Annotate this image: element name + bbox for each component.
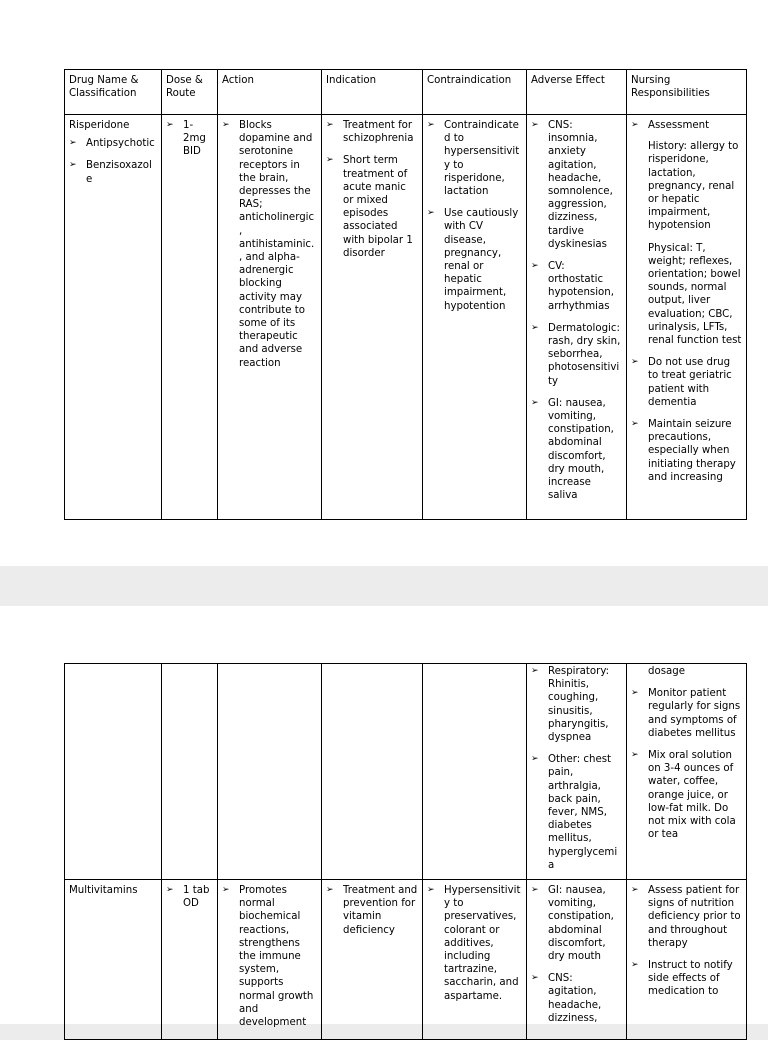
physical-text: Physical: T, weight; reflexes, orientation; bowel sounds, normal output, liver evaluation; CBC, urinalysis, LFTs, renal function test xyxy=(648,242,742,347)
table-row-continued xyxy=(65,664,747,880)
header-cell: Indication xyxy=(322,70,423,115)
list-item: ➢ Maintain seizure precautions, especially when initiating therapy and increasing xyxy=(631,418,742,484)
dose-list xyxy=(166,119,213,159)
indication-cell xyxy=(322,115,423,520)
dose-cell xyxy=(162,880,218,1040)
list-item: ➢ CNS: agitation, headache, dizziness, xyxy=(531,972,622,1025)
drug-name-cell xyxy=(65,115,162,520)
dose-list xyxy=(166,884,213,910)
drug-name-cell xyxy=(65,880,162,1040)
list-item: ➢ Blocks dopamine and serotonine receptors in the brain, depresses the RAS; anticholinergic, antihistaminic., and alpha-adrenergic blocking activity may contribute to some of its therapeutic and adverse reaction xyxy=(222,119,317,370)
contraindication-cell xyxy=(423,115,527,520)
list-item: ➢ Contraindicated to hypersensitivity to risperidone, lactation xyxy=(427,119,522,198)
list-item: ➢ Use cautiously with CV disease, pregnancy, renal or hepatic impairment, hypotention xyxy=(427,207,522,313)
action-cell xyxy=(218,115,322,520)
list-item: ➢ Benzisoxazole xyxy=(69,159,157,185)
list-item: ➢ Instruct to notify side effects of medication to xyxy=(631,959,742,999)
document-page-2 xyxy=(0,606,768,1029)
nursing-cell xyxy=(627,880,747,1040)
nursing-cell xyxy=(627,115,747,520)
indication-cell xyxy=(322,880,423,1040)
assessment-label: Assessment xyxy=(648,120,710,131)
list-item: ➢ CV: orthostatic hypotension, arrhythmias xyxy=(531,260,622,313)
list-item: ➢ GI: nausea, vomiting, constipation, abdominal discomfort, dry mouth xyxy=(531,884,622,963)
nursing-list xyxy=(631,687,742,841)
list-item: ➢ Respiratory: Rhinitis, coughing, sinusitis, pharyngitis, dyspnea xyxy=(531,665,622,744)
contraindication-list xyxy=(427,884,522,1003)
indication-list xyxy=(326,884,418,937)
empty-cell xyxy=(65,664,162,880)
list-item: ➢ Monitor patient regularly for signs and symptoms of diabetes mellitus xyxy=(631,687,742,740)
table-row-risperidone xyxy=(65,115,747,520)
adverse-effect-list xyxy=(531,665,622,872)
dose-cell xyxy=(162,115,218,520)
empty-cell xyxy=(322,664,423,880)
list-item: ➢ Hypersensitivity to preservatives, colorant or additives, including tartrazine, saccharin, and aspartame. xyxy=(427,884,522,1003)
adverse-effect-cell xyxy=(527,664,627,880)
list-item: ➢ Short term treatment of acute manic or mixed episodes associated with bipolar 1 disorder xyxy=(326,154,418,260)
header-cell: Nursing Responsibilities xyxy=(627,70,747,115)
list-item: ➢ Treatment for schizophrenia xyxy=(326,119,418,145)
list-item: ➢ Mix oral solution on 3-4 ounces of water, coffee, orange juice, or low-fat milk. Do not mix with cola or tea xyxy=(631,749,742,841)
drug-table-1 xyxy=(64,69,747,520)
contraindication-cell xyxy=(423,880,527,1040)
list-item: ➢ CNS: insomnia, anxiety agitation, headache, somnolence, aggression, dizziness, tardive dyskinesias xyxy=(531,119,622,251)
list-item: ➢ Antipsychotic xyxy=(69,137,157,150)
adverse-effect-cell xyxy=(527,880,627,1040)
contraindication-list xyxy=(427,119,522,313)
list-item: ➢ 1-2mg BID xyxy=(166,119,213,159)
header-cell: Contraindication xyxy=(423,70,527,115)
nursing-cell xyxy=(627,664,747,880)
list-item: ➢ Dermatologic: rash, dry skin, seborrhea, photosensitivity xyxy=(531,322,622,388)
nursing-continued-text: dosage xyxy=(648,666,685,677)
empty-cell xyxy=(218,664,322,880)
list-item: ➢ Assess patient for signs of nutrition deficiency prior to and throughout therapy xyxy=(631,884,742,950)
header-cell: Drug Name & Classification xyxy=(65,70,162,115)
list-item: ➢ 1 tab OD xyxy=(166,884,213,910)
nursing-list xyxy=(631,884,742,999)
list-item: ➢ Treatment and prevention for vitamin deficiency xyxy=(326,884,418,937)
adverse-effect-list xyxy=(531,884,622,1025)
adverse-effect-list xyxy=(531,119,622,502)
header-cell: Adverse Effect xyxy=(527,70,627,115)
drug-name: Risperidone xyxy=(69,120,130,131)
list-item: ➢ Promotes normal biochemical reactions, strengthens the immune system, supports normal growth and development xyxy=(222,884,317,1029)
table-row-multivitamins xyxy=(65,880,747,1040)
action-list xyxy=(222,119,317,370)
adverse-effect-cell xyxy=(527,115,627,520)
indication-list xyxy=(326,119,418,260)
action-cell xyxy=(218,880,322,1040)
empty-cell xyxy=(423,664,527,880)
history-text: History: allergy to risperidone, lactation, pregnancy, renal or hepatic impairment, hypotension xyxy=(648,141,739,232)
nursing-list-more xyxy=(631,356,742,484)
header-cell: Dose & Route xyxy=(162,70,218,115)
empty-cell xyxy=(162,664,218,880)
nursing-list xyxy=(631,119,742,132)
classification-list xyxy=(69,137,157,186)
list-item: ➢ Do not use drug to treat geriatric patient with dementia xyxy=(631,356,742,409)
table-header-row xyxy=(65,70,747,115)
list-item: ➢ GI: nausea, vomiting, constipation, abdominal discomfort, dry mouth, increase saliva xyxy=(531,397,622,503)
action-list xyxy=(222,884,317,1029)
drug-name: Multivitamins xyxy=(69,885,138,896)
list-item xyxy=(631,119,742,132)
header-cell: Action xyxy=(218,70,322,115)
drug-table-2 xyxy=(64,663,747,1040)
list-item: ➢ Other: chest pain, arthralgia, back pain, fever, NMS, diabetes mellitus, hyperglycemia xyxy=(531,753,622,872)
